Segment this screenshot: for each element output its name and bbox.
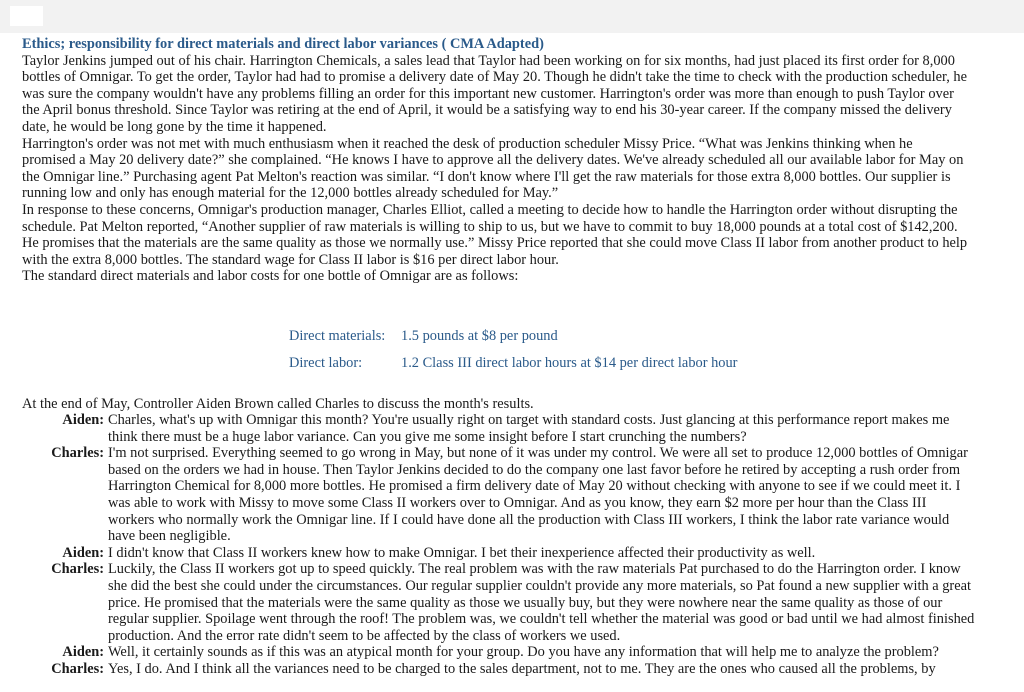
speaker: Aiden: bbox=[62, 412, 104, 428]
paragraph-2: Harrington's order was not met with much enthusiasm when it reached the desk of production scheduler Missy Price. “What was Jenkins thinking when he promised a May 20 delivery date?” she complained. “He knows I have to approve all the delivery dates. We've already scheduled all our available labor for May on the Omnigar line.” Purchasing agent Pat Melton's reaction was similar. “I don't know where I'll get the raw materials for those extra 8,000 bottles. Our supplier is running low and only has enough material for the 12,000 bottles already scheduled for May.” bbox=[22, 135, 964, 202]
dialog-turn bbox=[22, 644, 1024, 661]
speech: I'm not surprised. Everything seemed to go wrong in May, but none of it was under my control. We were all set to produce 12,000 bottles of Omnigar based on the orders we had in house. Then Taylor Jenkins decided to do the company one last favor before he retired by accepting a rush order from Harrington Chemical for 8,000 more bottles. He promised a firm delivery date of May 20 without checking with anyone to see if we could meet it. I was able to work with Missy to move some Class II workers over to Omnigar. And as you know, they earn $2 more per hour than the Class III workers who normally work the Omnigar line. If I could have done all the production with Class III workers, I think the labor rate variance would have been negligible. bbox=[108, 445, 968, 545]
paragraph-3: In response to these concerns, Omnigar's production manager, Charles Elliot, called a meeting to decide how to handle the Harrington order without disrupting the schedule. Pat Melton reported, “Another supplier of raw materials is willing to ship to us, but we have to commit to buy 18,000 pounds at a total cost of $142,200. He promises that the materials are the same quality as those we normally use.” Missy Price reported that she could move Class II labor from another product to help with the extra 8,000 bottles. The standard wage for Class II labor is $16 per direct labor hour. bbox=[22, 201, 968, 268]
dialog-intro: At the end of May, Controller Aiden Brown called Charles to discuss the month's results. bbox=[22, 396, 534, 412]
paragraph-1: Taylor Jenkins jumped out of his chair. Harrington Chemicals, a sales lead that Taylor had been working on for six months, had just placed its first order for 8,000 bottles of Omnigar. To get the order, Taylor had had to promise a delivery date of May 20. Though he didn't take the time to check with the production scheduler, he was sure the company wouldn't have any problems filling an order for this important new customer. Harrington's order was more than enough to push Taylor over the April bonus threshold. Since Taylor was retiring at the end of April, it would be a satisfying way to end his 30-year career. If the company missed the delivery date, he would be long gone by the time it happened. bbox=[22, 52, 967, 135]
speech: Yes, I do. And I think all the variances need to be charged to the sales department, not to me. They are the ones who caused all the problems, by bbox=[108, 660, 936, 677]
header-placeholder-box bbox=[10, 6, 43, 26]
standard-costs-table bbox=[289, 328, 737, 382]
dialog-turn bbox=[22, 561, 1024, 644]
speaker: Charles: bbox=[51, 660, 104, 677]
standard-value: 1.2 Class III direct labor hours at $14 per direct labor hour bbox=[401, 355, 738, 371]
standard-label: Direct materials: bbox=[289, 328, 386, 344]
dialog-turn bbox=[22, 412, 1024, 445]
top-strip bbox=[0, 0, 1024, 33]
dialog-turn bbox=[22, 445, 1024, 545]
standard-row bbox=[289, 328, 737, 355]
speech: I didn't know that Class II workers knew how to make Omnigar. I bet their inexperience affected their productivity as well. bbox=[108, 544, 816, 561]
standard-value: 1.5 pounds at $8 per pound bbox=[401, 328, 558, 344]
speaker: Aiden: bbox=[62, 644, 104, 661]
speech: Luckily, the Class II workers got up to speed quickly. The real problem was with the raw materials Pat purchased to do the Harrington order. I know she did the best she could under the circumstances. Our regular supplier couldn't provide any more materials, so Pat found a new supplier with a great price. He promised that the materials were the same quality as those we usually buy, but they were nowhere near the same quality as those of our regular supplier. Spoilage went through the roof! The problem was, we couldn't tell whether the material was good or bad until we had almost finished production. And the error rate didn't seem to be affected by the class of workers we used. bbox=[108, 561, 975, 644]
speaker: Aiden: bbox=[62, 544, 104, 561]
document-body bbox=[22, 36, 1024, 285]
dialog-turn bbox=[22, 545, 1024, 562]
paragraph-4: The standard direct materials and labor costs for one bottle of Omnigar are as follows: bbox=[22, 268, 519, 285]
dialog bbox=[22, 412, 1024, 678]
speaker: Charles: bbox=[51, 445, 104, 462]
standard-row bbox=[289, 355, 737, 382]
standard-label: Direct labor: bbox=[289, 355, 363, 371]
speech: Well, it certainly sounds as if this was an atypical month for your group. Do you have any information that will help me to analyze the problem? bbox=[108, 644, 939, 661]
dialog-turn bbox=[22, 661, 1024, 678]
speaker: Charles: bbox=[51, 561, 104, 578]
problem-title: Ethics; responsibility for direct materials and direct labor variances ( CMA Adapted) bbox=[22, 36, 544, 52]
speech: Charles, what's up with Omnigar this month? You're usually right on target with standard costs. Just glancing at this performance report makes me think there must be a huge labor variance. Can you give me some insight before I start crunching the numbers? bbox=[108, 412, 950, 445]
